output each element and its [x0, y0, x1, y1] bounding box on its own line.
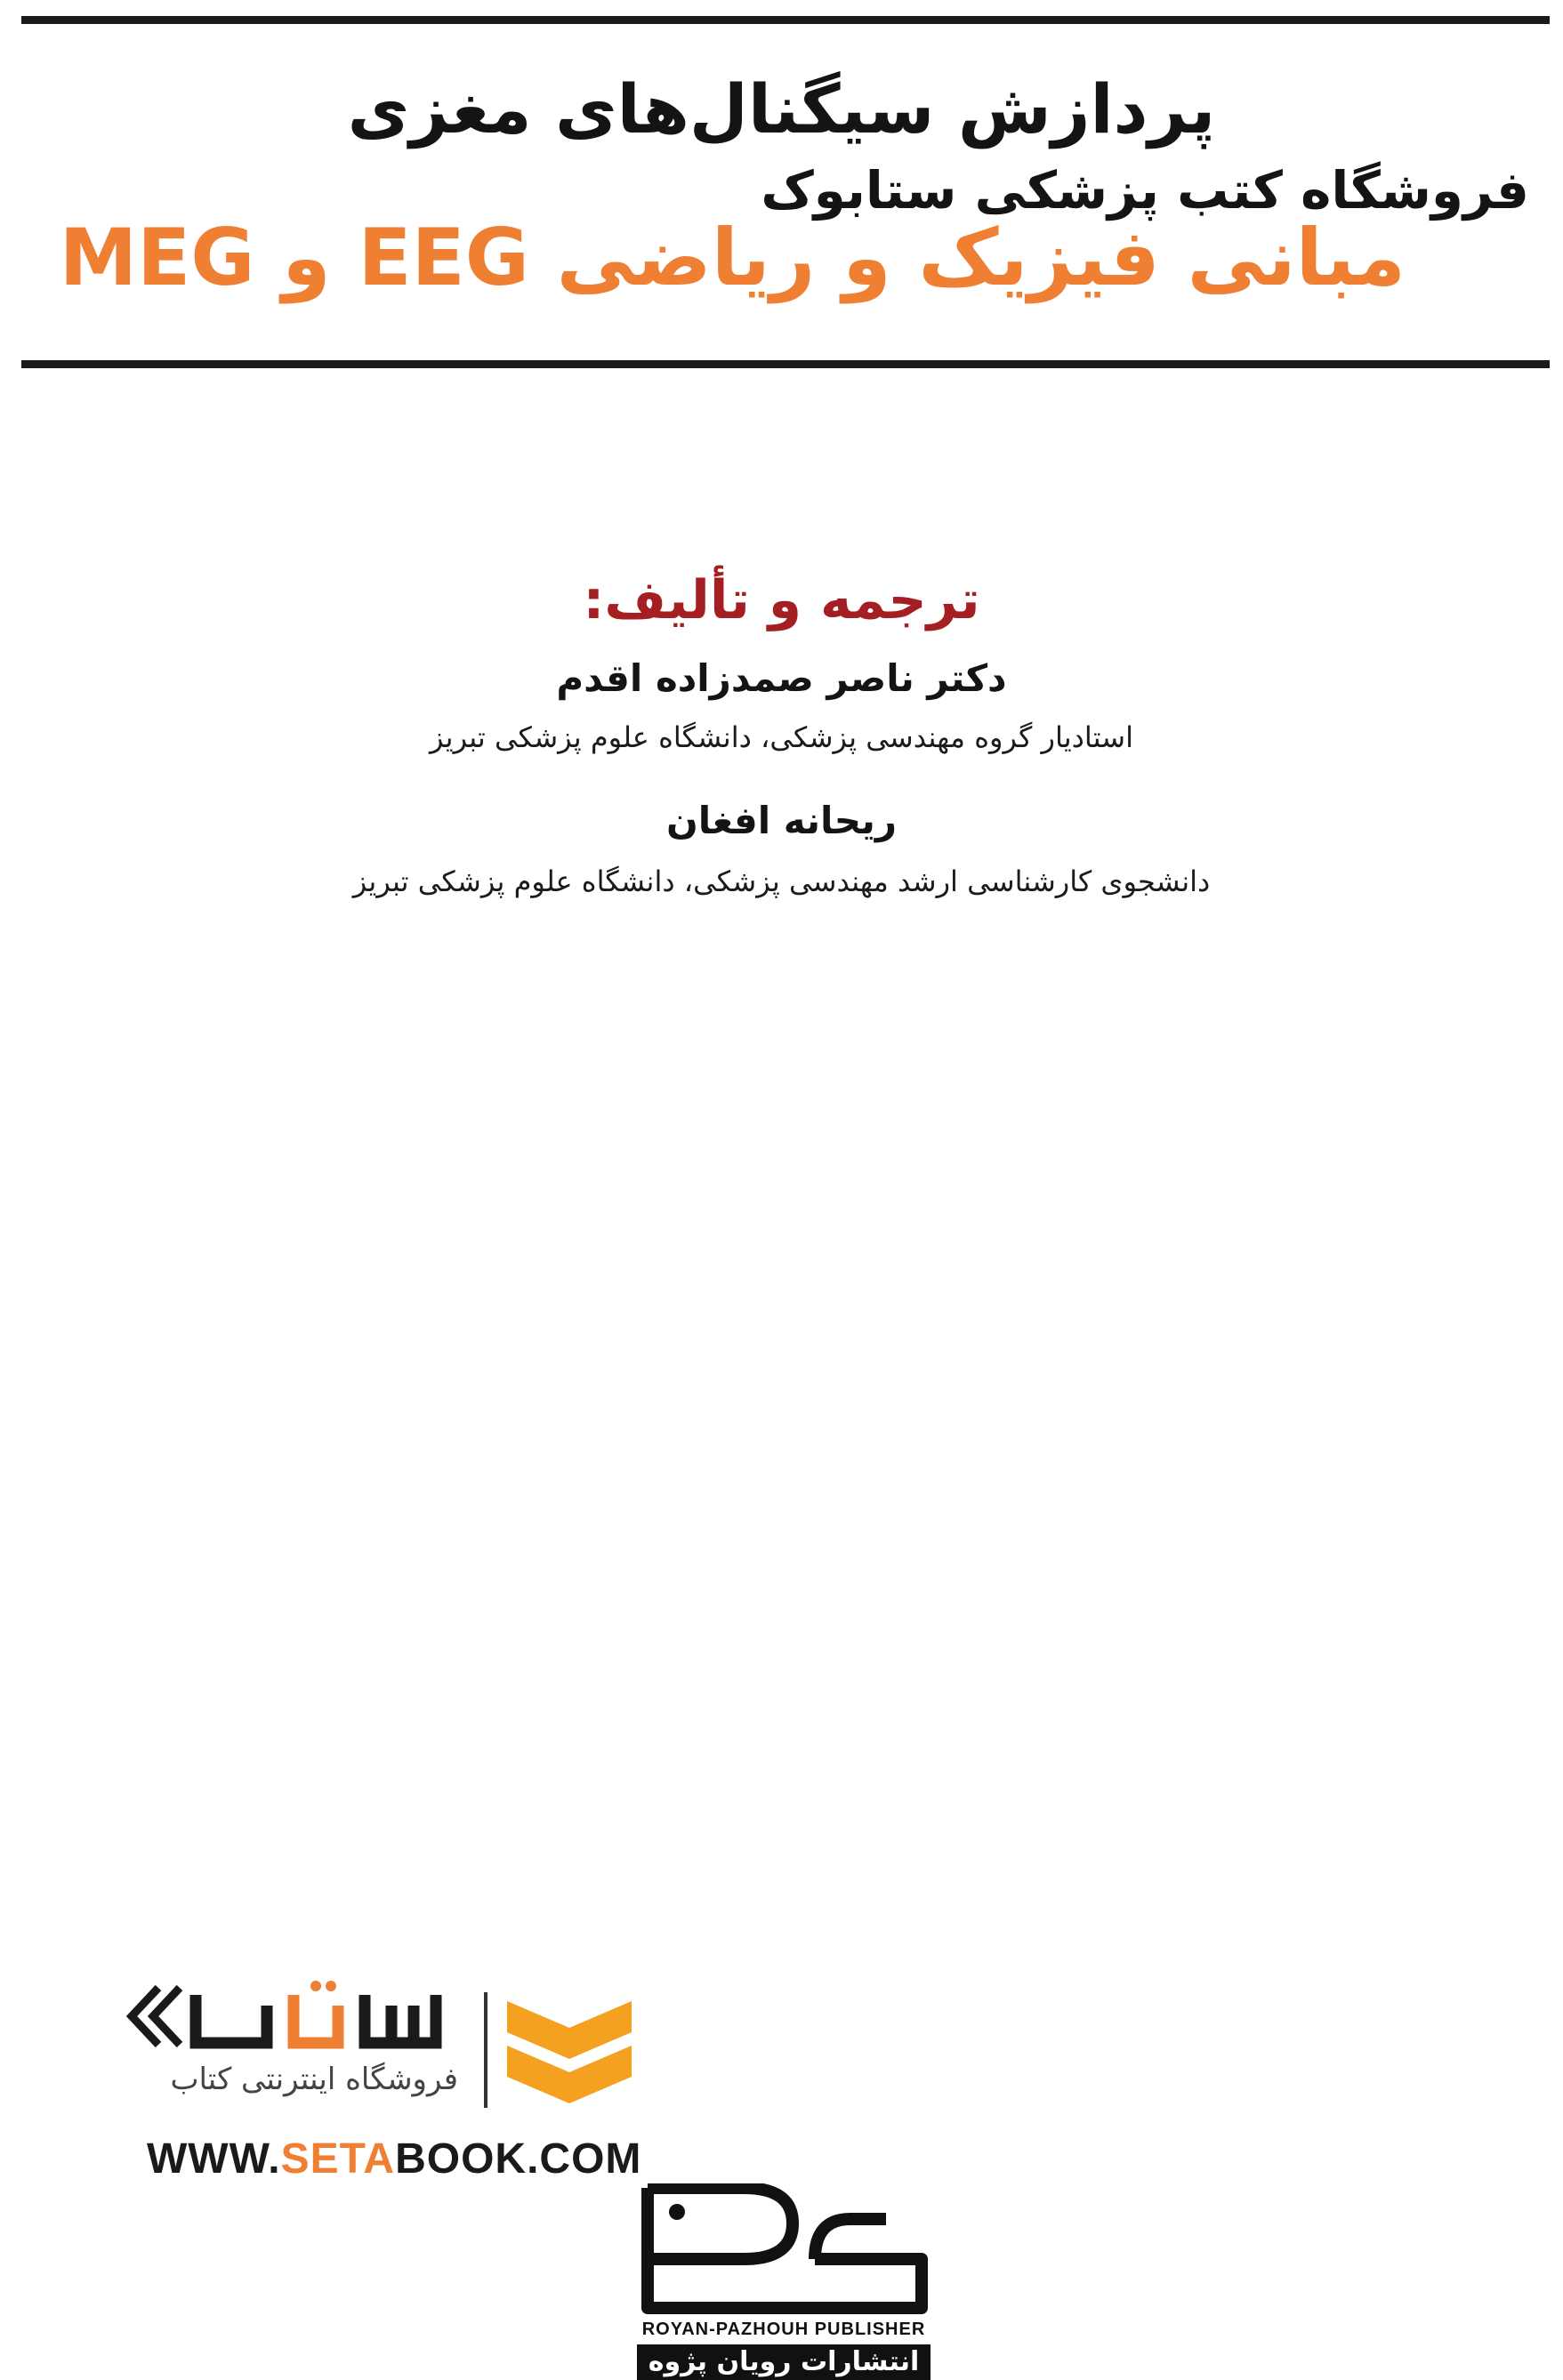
publisher-name-fa: انتشارات رویان پژوه	[637, 2344, 931, 2380]
url-highlight: SETA	[280, 2135, 396, 2183]
coauthor-affiliation: دانشجوی کارشناسی ارشد مهندسی پزشکی، دانشگاه علوم پزشکی تبریز	[352, 864, 1211, 898]
book-subtitle: مبانی فیزیک و ریاضی EEG و MEG	[59, 212, 1406, 303]
bottom-rule	[21, 360, 1550, 368]
store-url[interactable]	[147, 2135, 641, 2183]
coauthor-name: ریحانه افغان	[665, 799, 898, 842]
top-rule	[21, 16, 1550, 24]
url-suffix: BOOK.COM	[395, 2135, 642, 2183]
setabook-logo-icon	[125, 1979, 658, 2121]
author-name: دکتر ناصر صمدزاده اقدم	[556, 656, 1007, 700]
publisher-name-en: ROYAN-PAZHOUH PUBLISHER	[641, 2320, 926, 2339]
url-prefix: WWW.	[147, 2135, 281, 2183]
author-affiliation: استادیار گروه مهندسی پزشکی، دانشگاه علوم پزشکی تبریز	[430, 720, 1133, 754]
store-tagline: فروشگاه اینترنتی کتاب	[170, 2062, 458, 2097]
credits-heading: ترجمه و تألیف:	[583, 569, 980, 631]
store-watermark: فروشگاه کتب پزشکی ستابوک	[761, 160, 1529, 221]
book-title: پردازش سیگنال‌های مغزی	[347, 69, 1216, 149]
